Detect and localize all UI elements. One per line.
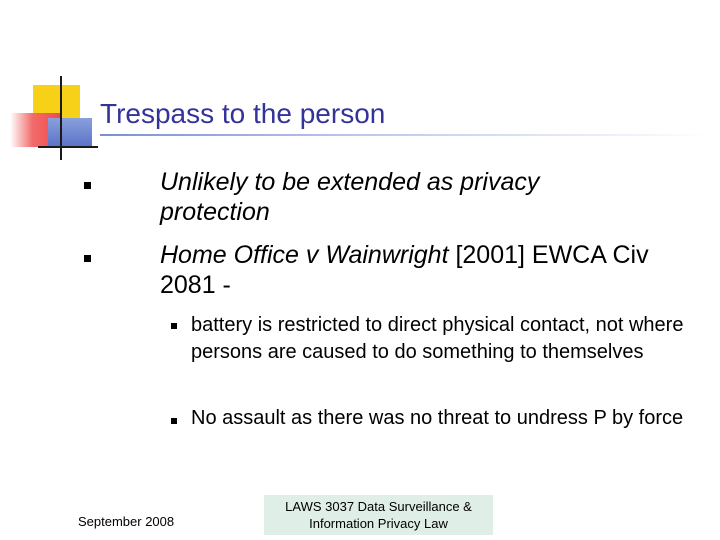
bullet-1-italic: Unlikely to be extended as privacy protection (160, 168, 540, 226)
bullet-1-text (160, 167, 620, 227)
sub-bullet-1-text: battery is restricted to direct physical contact, not where persons are caused to do something to themselves (191, 314, 684, 363)
footer-date: September 2008 (78, 514, 175, 529)
footer-course-line-1: LAWS 3037 Data Surveillance & (285, 499, 472, 514)
sub-bullet-marker (171, 323, 177, 329)
footer-course-line-2: Information Privacy Law (309, 516, 448, 531)
sub-bullet-marker (171, 418, 177, 424)
bullet-2-text (160, 240, 700, 300)
slide-title: Trespass to the person (100, 98, 386, 129)
bullet-marker (84, 255, 91, 262)
footer-course (264, 495, 493, 535)
sub-bullet-2-text: No assault as there was no threat to undress P by force (191, 407, 684, 429)
bullet-marker (84, 182, 91, 189)
case-name: Home Office v Wainwright (160, 241, 449, 269)
title-underline (100, 134, 710, 136)
case-citation: [2001] EWCA Civ 2081 - (160, 241, 649, 299)
ornament-horizontal-line (38, 146, 98, 148)
ornament-blue-square (48, 118, 92, 147)
